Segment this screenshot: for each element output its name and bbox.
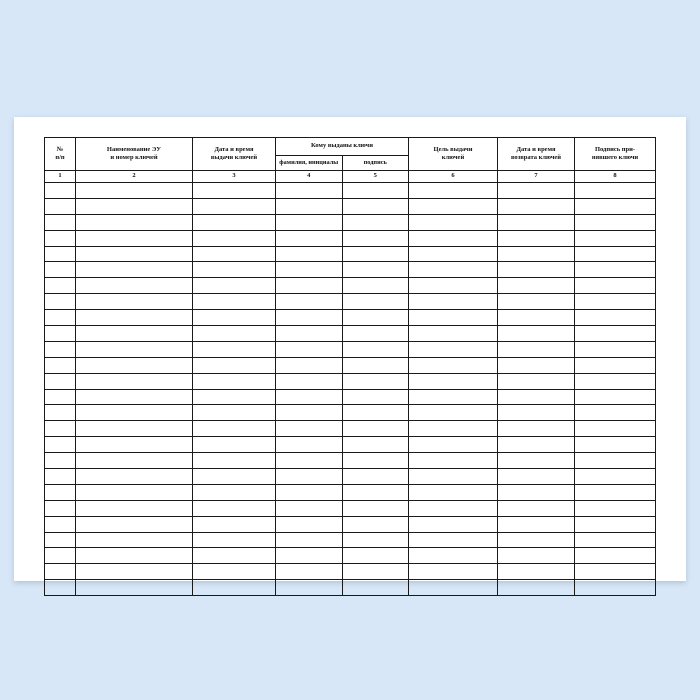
- table-cell-g[interactable]: [498, 278, 575, 294]
- table-cell-a[interactable]: [45, 183, 76, 199]
- header-cell-receiver-signature: Подпись при- нявшего ключи: [575, 138, 656, 171]
- table-cell-f[interactable]: [409, 357, 498, 373]
- table-cell-g[interactable]: [498, 389, 575, 405]
- table-cell-g[interactable]: [498, 310, 575, 326]
- table-cell-h[interactable]: [575, 389, 656, 405]
- table-cell-c[interactable]: [193, 516, 276, 532]
- table-cell-g[interactable]: [498, 564, 575, 580]
- table-cell-b[interactable]: [76, 453, 193, 469]
- table-cell-a[interactable]: [45, 262, 76, 278]
- table-cell-a[interactable]: [45, 310, 76, 326]
- table-cell-b[interactable]: [76, 437, 193, 453]
- table-cell-a[interactable]: [45, 564, 76, 580]
- table-cell-c[interactable]: [193, 564, 276, 580]
- column-number-4: 4: [276, 171, 343, 183]
- table-cell-a[interactable]: [45, 469, 76, 485]
- table-body: [45, 183, 656, 596]
- table-cell-f[interactable]: [409, 437, 498, 453]
- table-cell-d[interactable]: [276, 580, 343, 596]
- table-row[interactable]: [45, 357, 656, 373]
- table-cell-e[interactable]: [342, 198, 409, 214]
- table-cell-f[interactable]: [409, 278, 498, 294]
- table-cell-a[interactable]: [45, 214, 76, 230]
- table-cell-d[interactable]: [276, 548, 343, 564]
- table-cell-h[interactable]: [575, 421, 656, 437]
- table-cell-h[interactable]: [575, 580, 656, 596]
- table-cell-d[interactable]: [276, 421, 343, 437]
- table-cell-e[interactable]: [342, 373, 409, 389]
- table-cell-a[interactable]: [45, 246, 76, 262]
- table-cell-c[interactable]: [193, 230, 276, 246]
- table-cell-e[interactable]: [342, 564, 409, 580]
- table-cell-g[interactable]: [498, 214, 575, 230]
- table-row[interactable]: [45, 278, 656, 294]
- table-cell-g[interactable]: [498, 262, 575, 278]
- journal-table-container: [44, 137, 656, 561]
- table-cell-g[interactable]: [498, 548, 575, 564]
- table-cell-e[interactable]: [342, 357, 409, 373]
- table-cell-e[interactable]: [342, 183, 409, 199]
- table-cell-d[interactable]: [276, 516, 343, 532]
- table-cell-f[interactable]: [409, 183, 498, 199]
- table-cell-b[interactable]: [76, 230, 193, 246]
- table-row[interactable]: [45, 484, 656, 500]
- table-cell-f[interactable]: [409, 421, 498, 437]
- table-cell-e[interactable]: [342, 500, 409, 516]
- table-cell-a[interactable]: [45, 580, 76, 596]
- table-row[interactable]: [45, 469, 656, 485]
- column-number-5: 5: [342, 171, 409, 183]
- table-cell-g[interactable]: [498, 405, 575, 421]
- table-cell-b[interactable]: [76, 310, 193, 326]
- table-cell-h[interactable]: [575, 516, 656, 532]
- table-row[interactable]: [45, 453, 656, 469]
- table-cell-f[interactable]: [409, 294, 498, 310]
- table-cell-a[interactable]: [45, 389, 76, 405]
- table-cell-a[interactable]: [45, 278, 76, 294]
- table-row[interactable]: [45, 326, 656, 342]
- table-cell-d[interactable]: [276, 484, 343, 500]
- table-cell-e[interactable]: [342, 516, 409, 532]
- table-cell-a[interactable]: [45, 421, 76, 437]
- table-cell-d[interactable]: [276, 469, 343, 485]
- table-cell-f[interactable]: [409, 500, 498, 516]
- table-cell-g[interactable]: [498, 500, 575, 516]
- table-cell-d[interactable]: [276, 230, 343, 246]
- table-row[interactable]: [45, 532, 656, 548]
- table-cell-f[interactable]: [409, 214, 498, 230]
- table-cell-e[interactable]: [342, 262, 409, 278]
- table-cell-h[interactable]: [575, 373, 656, 389]
- table-cell-f[interactable]: [409, 580, 498, 596]
- column-number-1: 1: [45, 171, 76, 183]
- table-cell-c[interactable]: [193, 373, 276, 389]
- table-cell-d[interactable]: [276, 246, 343, 262]
- table-cell-d[interactable]: [276, 532, 343, 548]
- table-cell-f[interactable]: [409, 326, 498, 342]
- table-cell-b[interactable]: [76, 516, 193, 532]
- table-cell-g[interactable]: [498, 516, 575, 532]
- table-cell-e[interactable]: [342, 453, 409, 469]
- header-cell-issue-datetime: Дата и время выдачи ключей: [193, 138, 276, 171]
- table-cell-c[interactable]: [193, 580, 276, 596]
- table-cell-c[interactable]: [193, 183, 276, 199]
- table-cell-f[interactable]: [409, 341, 498, 357]
- table-cell-f[interactable]: [409, 262, 498, 278]
- table-cell-f[interactable]: [409, 516, 498, 532]
- table-cell-b[interactable]: [76, 214, 193, 230]
- table-cell-c[interactable]: [193, 214, 276, 230]
- table-cell-f[interactable]: [409, 469, 498, 485]
- table-cell-c[interactable]: [193, 469, 276, 485]
- table-cell-b[interactable]: [76, 341, 193, 357]
- table-row[interactable]: [45, 341, 656, 357]
- table-row[interactable]: [45, 421, 656, 437]
- table-cell-d[interactable]: [276, 214, 343, 230]
- table-cell-f[interactable]: [409, 405, 498, 421]
- table-cell-d[interactable]: [276, 183, 343, 199]
- table-cell-f[interactable]: [409, 548, 498, 564]
- table-cell-c[interactable]: [193, 294, 276, 310]
- table-cell-b[interactable]: [76, 326, 193, 342]
- table-cell-g[interactable]: [498, 421, 575, 437]
- table-cell-b[interactable]: [76, 357, 193, 373]
- table-row[interactable]: [45, 310, 656, 326]
- table-cell-c[interactable]: [193, 405, 276, 421]
- table-cell-d[interactable]: [276, 500, 343, 516]
- table-cell-e[interactable]: [342, 326, 409, 342]
- table-cell-e[interactable]: [342, 294, 409, 310]
- table-cell-a[interactable]: [45, 437, 76, 453]
- table-cell-d[interactable]: [276, 357, 343, 373]
- table-row[interactable]: [45, 198, 656, 214]
- table-cell-h[interactable]: [575, 564, 656, 580]
- header-row-column-numbers: [45, 171, 656, 183]
- table-cell-g[interactable]: [498, 357, 575, 373]
- table-row[interactable]: [45, 230, 656, 246]
- table-row[interactable]: [45, 183, 656, 199]
- table-row[interactable]: [45, 246, 656, 262]
- table-cell-c[interactable]: [193, 437, 276, 453]
- table-cell-c[interactable]: [193, 453, 276, 469]
- table-row[interactable]: [45, 516, 656, 532]
- table-cell-f[interactable]: [409, 389, 498, 405]
- table-cell-e[interactable]: [342, 341, 409, 357]
- table-cell-h[interactable]: [575, 310, 656, 326]
- table-cell-d[interactable]: [276, 278, 343, 294]
- table-cell-g[interactable]: [498, 437, 575, 453]
- table-cell-c[interactable]: [193, 500, 276, 516]
- table-cell-c[interactable]: [193, 278, 276, 294]
- table-row[interactable]: [45, 389, 656, 405]
- paper-sheet: [14, 117, 686, 581]
- table-cell-g[interactable]: [498, 294, 575, 310]
- table-cell-a[interactable]: [45, 294, 76, 310]
- table-cell-b[interactable]: [76, 294, 193, 310]
- table-cell-c[interactable]: [193, 357, 276, 373]
- table-cell-b[interactable]: [76, 373, 193, 389]
- table-cell-h[interactable]: [575, 548, 656, 564]
- table-row[interactable]: [45, 405, 656, 421]
- header-cell-number: № п/п: [45, 138, 76, 171]
- table-cell-a[interactable]: [45, 198, 76, 214]
- table-cell-h[interactable]: [575, 183, 656, 199]
- table-cell-d[interactable]: [276, 198, 343, 214]
- column-number-8: 8: [575, 171, 656, 183]
- table-cell-d[interactable]: [276, 326, 343, 342]
- table-cell-d[interactable]: [276, 405, 343, 421]
- table-cell-f[interactable]: [409, 564, 498, 580]
- table-cell-d[interactable]: [276, 262, 343, 278]
- key-issue-journal-table: [44, 137, 656, 596]
- table-cell-c[interactable]: [193, 326, 276, 342]
- column-number-2: 2: [76, 171, 193, 183]
- table-cell-b[interactable]: [76, 389, 193, 405]
- table-cell-d[interactable]: [276, 389, 343, 405]
- header-cell-surname-initials: фамилия, инициалы: [276, 155, 343, 170]
- table-cell-e[interactable]: [342, 548, 409, 564]
- table-cell-e[interactable]: [342, 532, 409, 548]
- table-cell-g[interactable]: [498, 453, 575, 469]
- table-cell-h[interactable]: [575, 453, 656, 469]
- table-cell-c[interactable]: [193, 310, 276, 326]
- table-cell-a[interactable]: [45, 453, 76, 469]
- table-row[interactable]: [45, 214, 656, 230]
- table-cell-e[interactable]: [342, 230, 409, 246]
- table-row[interactable]: [45, 437, 656, 453]
- table-header: [45, 138, 656, 183]
- table-cell-b[interactable]: [76, 405, 193, 421]
- table-cell-h[interactable]: [575, 405, 656, 421]
- table-cell-h[interactable]: [575, 278, 656, 294]
- table-cell-f[interactable]: [409, 198, 498, 214]
- table-cell-a[interactable]: [45, 341, 76, 357]
- table-cell-c[interactable]: [193, 198, 276, 214]
- column-number-6: 6: [409, 171, 498, 183]
- table-cell-a[interactable]: [45, 230, 76, 246]
- table-cell-a[interactable]: [45, 532, 76, 548]
- table-cell-d[interactable]: [276, 437, 343, 453]
- table-cell-c[interactable]: [193, 548, 276, 564]
- table-cell-b[interactable]: [76, 484, 193, 500]
- table-cell-f[interactable]: [409, 246, 498, 262]
- table-cell-b[interactable]: [76, 580, 193, 596]
- table-cell-a[interactable]: [45, 500, 76, 516]
- table-cell-h[interactable]: [575, 198, 656, 214]
- table-cell-f[interactable]: [409, 532, 498, 548]
- table-row[interactable]: [45, 548, 656, 564]
- table-row[interactable]: [45, 564, 656, 580]
- table-cell-g[interactable]: [498, 580, 575, 596]
- table-cell-g[interactable]: [498, 373, 575, 389]
- table-cell-d[interactable]: [276, 453, 343, 469]
- table-cell-f[interactable]: [409, 310, 498, 326]
- table-cell-b[interactable]: [76, 421, 193, 437]
- table-cell-g[interactable]: [498, 469, 575, 485]
- table-cell-a[interactable]: [45, 373, 76, 389]
- table-cell-h[interactable]: [575, 326, 656, 342]
- table-cell-a[interactable]: [45, 405, 76, 421]
- table-cell-b[interactable]: [76, 183, 193, 199]
- table-cell-e[interactable]: [342, 580, 409, 596]
- table-cell-b[interactable]: [76, 246, 193, 262]
- table-cell-b[interactable]: [76, 278, 193, 294]
- table-cell-f[interactable]: [409, 373, 498, 389]
- table-cell-b[interactable]: [76, 198, 193, 214]
- table-cell-h[interactable]: [575, 437, 656, 453]
- table-cell-h[interactable]: [575, 484, 656, 500]
- table-cell-b[interactable]: [76, 548, 193, 564]
- table-cell-c[interactable]: [193, 532, 276, 548]
- table-cell-h[interactable]: [575, 532, 656, 548]
- table-cell-h[interactable]: [575, 341, 656, 357]
- table-cell-d[interactable]: [276, 373, 343, 389]
- table-cell-h[interactable]: [575, 294, 656, 310]
- table-cell-b[interactable]: [76, 262, 193, 278]
- header-cell-return-datetime: Дата и время возврата ключей: [498, 138, 575, 171]
- table-cell-e[interactable]: [342, 405, 409, 421]
- table-cell-g[interactable]: [498, 246, 575, 262]
- table-cell-e[interactable]: [342, 469, 409, 485]
- header-row-main: [45, 138, 656, 156]
- table-cell-c[interactable]: [193, 341, 276, 357]
- column-number-7: 7: [498, 171, 575, 183]
- header-cell-signature: подпись: [342, 155, 409, 170]
- table-cell-a[interactable]: [45, 357, 76, 373]
- table-cell-e[interactable]: [342, 484, 409, 500]
- table-cell-e[interactable]: [342, 278, 409, 294]
- table-row[interactable]: [45, 500, 656, 516]
- table-cell-c[interactable]: [193, 262, 276, 278]
- table-cell-e[interactable]: [342, 214, 409, 230]
- table-cell-g[interactable]: [498, 341, 575, 357]
- table-cell-h[interactable]: [575, 214, 656, 230]
- header-cell-eu-name: Наименование ЭУ и номер ключей: [76, 138, 193, 171]
- table-cell-h[interactable]: [575, 357, 656, 373]
- table-cell-b[interactable]: [76, 500, 193, 516]
- table-cell-e[interactable]: [342, 421, 409, 437]
- table-cell-a[interactable]: [45, 484, 76, 500]
- header-cell-issued-to-group: Кому выданы ключи: [276, 138, 409, 156]
- table-cell-e[interactable]: [342, 437, 409, 453]
- table-cell-h[interactable]: [575, 500, 656, 516]
- table-cell-c[interactable]: [193, 389, 276, 405]
- table-cell-d[interactable]: [276, 294, 343, 310]
- table-cell-c[interactable]: [193, 421, 276, 437]
- table-cell-a[interactable]: [45, 516, 76, 532]
- header-cell-purpose: Цель выдачи ключей: [409, 138, 498, 171]
- table-row[interactable]: [45, 294, 656, 310]
- table-cell-c[interactable]: [193, 484, 276, 500]
- table-cell-a[interactable]: [45, 326, 76, 342]
- table-cell-d[interactable]: [276, 310, 343, 326]
- table-cell-f[interactable]: [409, 230, 498, 246]
- table-cell-f[interactable]: [409, 484, 498, 500]
- table-cell-h[interactable]: [575, 230, 656, 246]
- table-cell-g[interactable]: [498, 532, 575, 548]
- table-cell-c[interactable]: [193, 246, 276, 262]
- table-row[interactable]: [45, 373, 656, 389]
- table-cell-h[interactable]: [575, 262, 656, 278]
- table-cell-g[interactable]: [498, 484, 575, 500]
- table-cell-g[interactable]: [498, 183, 575, 199]
- table-cell-f[interactable]: [409, 453, 498, 469]
- table-cell-b[interactable]: [76, 564, 193, 580]
- table-cell-e[interactable]: [342, 246, 409, 262]
- column-number-3: 3: [193, 171, 276, 183]
- table-cell-g[interactable]: [498, 326, 575, 342]
- table-cell-e[interactable]: [342, 389, 409, 405]
- table-cell-g[interactable]: [498, 198, 575, 214]
- table-cell-a[interactable]: [45, 548, 76, 564]
- table-cell-d[interactable]: [276, 564, 343, 580]
- table-cell-g[interactable]: [498, 230, 575, 246]
- table-cell-h[interactable]: [575, 246, 656, 262]
- table-cell-d[interactable]: [276, 341, 343, 357]
- table-cell-e[interactable]: [342, 310, 409, 326]
- table-cell-h[interactable]: [575, 469, 656, 485]
- table-cell-b[interactable]: [76, 532, 193, 548]
- table-row[interactable]: [45, 262, 656, 278]
- table-row[interactable]: [45, 580, 656, 596]
- table-cell-b[interactable]: [76, 469, 193, 485]
